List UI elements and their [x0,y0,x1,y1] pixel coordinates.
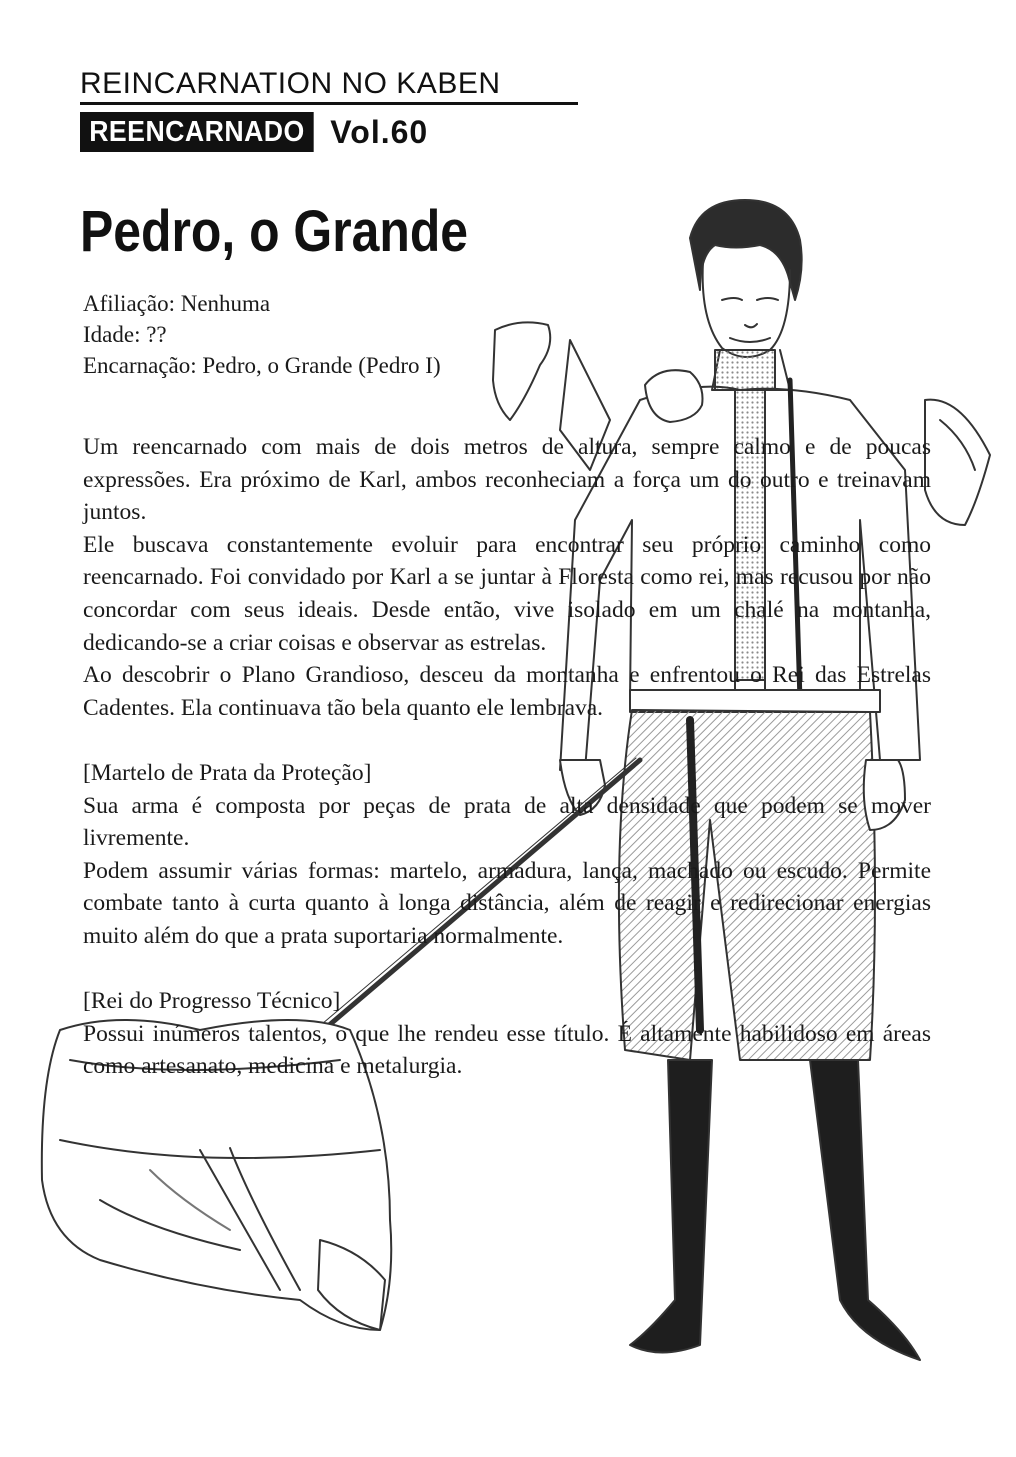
title-paragraph: Possui inúmeros talentos, o que lhe rendeu esse título. É altamente habilidoso em áreas como artesanato, medicina e metalurgia. [83,1020,931,1080]
incarnation-line: Encarnação: Pedro, o Grande (Pedro I) [83,353,441,378]
description-paragraph: Ao descobrir o Plano Grandioso, desceu da montanha e enfrentou o Rei das Estrelas Cadentes. Ela continuava tão bela quanto ele lembrava. [83,662,931,721]
volume-header [80,112,428,152]
affiliation-line: Afiliação: Nenhuma [83,291,271,316]
weapon-paragraph: Podem assumir várias formas: martelo, armadura, lança, machado ou escudo. Permite combate tanto à curta quanto à longa distância, além de reagir e redirecionar energias muito além do que a prata suportaria normalmente. [83,857,931,949]
category-tag: REENCARNADO [80,112,314,152]
volume-label: Vol.60 [330,113,429,150]
series-title: REINCARNATION NO KABEN [80,66,578,105]
profile-body [83,431,931,1083]
description-paragraph: Ele buscava constantemente evoluir para encontrar seu próprio caminho como reencarnado. Foi convidado por Karl a se juntar à Floresta como rei, mas recusou por não concordar com seus ideais. Desde então, vive isolado em um chalé na montanha, dedicando-se a criar coisas e observar as estrelas. [83,531,931,656]
page-title: Pedro, o Grande [80,199,469,264]
character-info [83,288,441,381]
description-paragraph: Um reencarnado com mais de dois metros de altura, sempre calmo e de poucas expressões. Era próximo de Karl, ambos reconheciam a força um do outro e treinavam juntos. [83,434,931,526]
title-heading: [Rei do Progresso Técnico] [83,988,341,1015]
weapon-paragraph: Sua arma é composta por peças de prata de alta densidade que podem se mover livremente. [83,792,931,852]
age-line: Idade: ?? [83,322,167,347]
weapon-heading: [Martelo de Prata da Proteção] [83,759,372,786]
